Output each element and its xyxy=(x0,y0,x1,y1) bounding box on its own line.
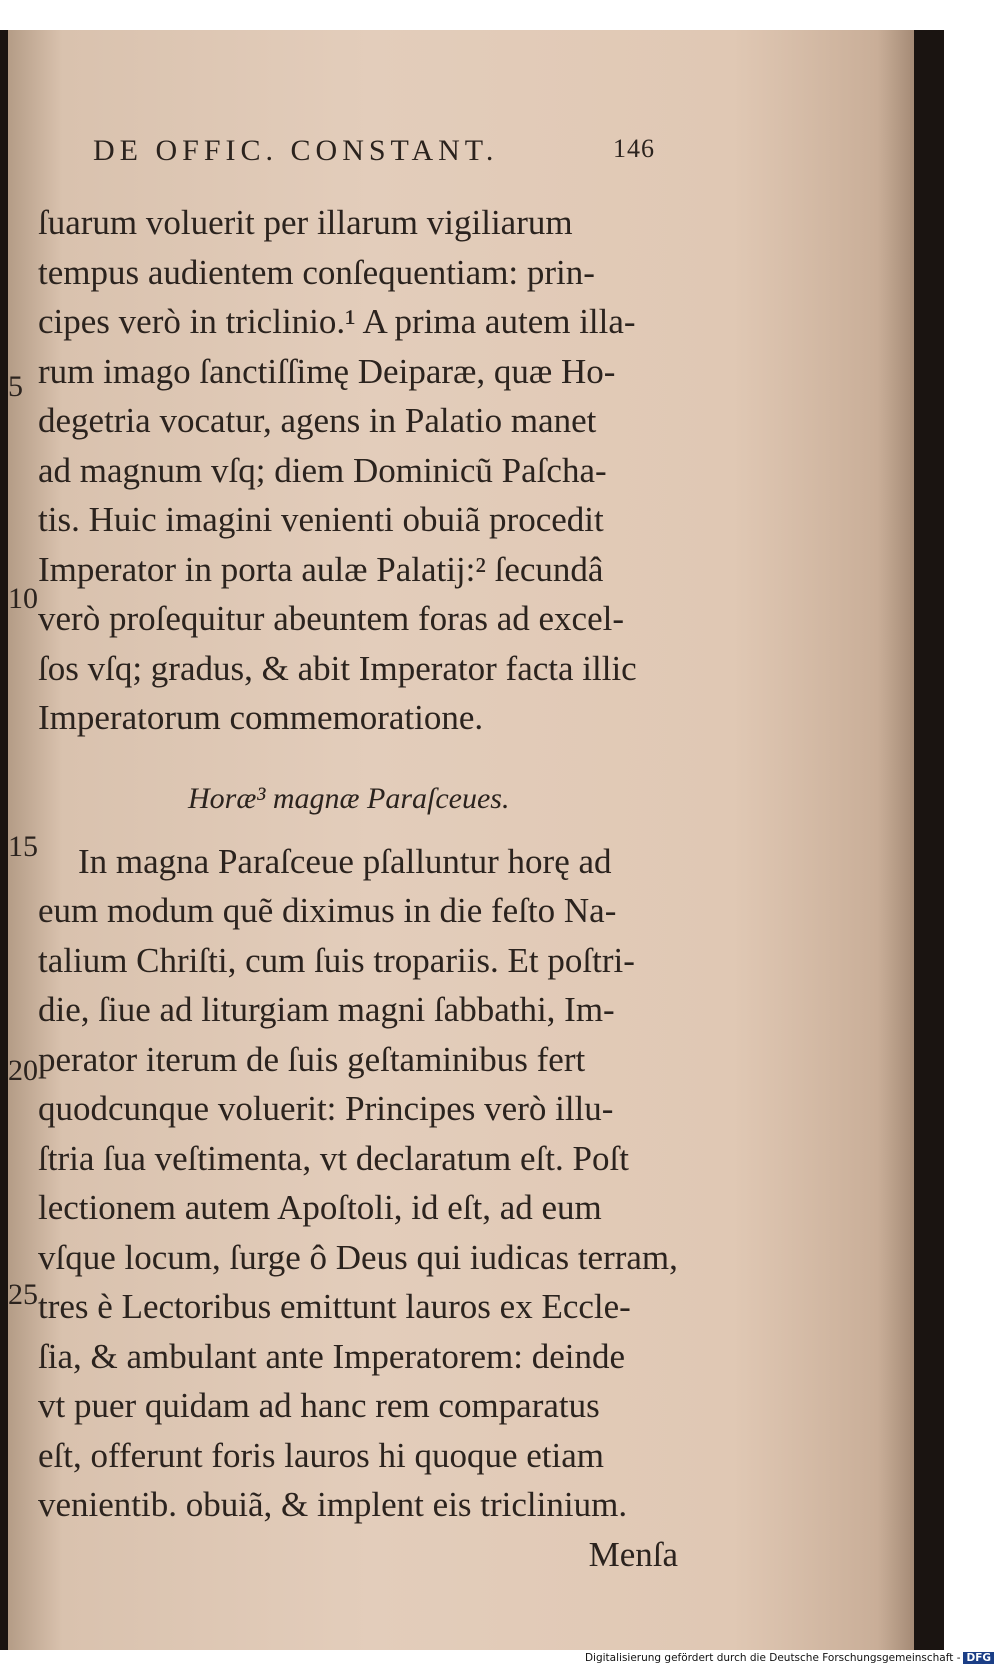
text-line: vt puer quidam ad hanc rem comparatus xyxy=(38,1386,600,1425)
margin-line-number: 5 xyxy=(8,370,23,403)
text-line: ſia, & ambulant ante Imperatorem: deinde xyxy=(38,1336,626,1376)
text-line: eum modum quẽ diximus in die feſto Na- xyxy=(38,891,617,930)
section-heading: Horæ³ magnæ Paraſceues. xyxy=(188,781,510,815)
text-line: ad magnum vſq; diem Dominicũ Paſcha- xyxy=(38,450,607,490)
book-page xyxy=(8,30,914,1650)
body-text xyxy=(38,198,708,1579)
dfg-logo: DFG xyxy=(963,1652,994,1664)
text-line: ſos vſq; gradus, & abit Imperator facta illic xyxy=(38,648,637,688)
text-line: die, ſiue ad liturgiam magni ſabbathi, Im- xyxy=(38,990,615,1029)
text-line: rum imago ſanctiſſimę Deiparæ, quæ Ho- xyxy=(38,351,616,391)
page-number: 146 xyxy=(613,134,655,163)
text-line: eſt, offerunt foris lauros hi quoque etiam xyxy=(38,1435,605,1475)
footer-credit xyxy=(0,1652,1000,1670)
text-line: perator iterum de ſuis geſtaminibus fert xyxy=(38,1039,586,1079)
text-line: lectionem autem Apoſtoli, id eſt, ad eum xyxy=(38,1188,602,1227)
text-line: quodcunque voluerit: Principes verò illu- xyxy=(38,1089,614,1128)
running-head: DE OFFIC. CONSTANT. xyxy=(93,134,499,167)
text-line: vſque locum, ſurge ô Deus qui iudicas terram, xyxy=(38,1237,678,1277)
margin-line-number: 15 xyxy=(8,830,38,863)
text-line: verò proſequitur abeuntem foras ad excel- xyxy=(38,599,624,638)
scan-background xyxy=(0,30,944,1650)
margin-line-number: 20 xyxy=(8,1054,38,1087)
catchword: Menſa xyxy=(588,1534,678,1574)
text-line: degetria vocatur, agens in Palatio manet xyxy=(38,401,597,440)
text-line: venientib. obuiã, & implent eis triclinium. xyxy=(38,1485,628,1524)
text-line: Imperator in porta aulæ Palatij:² ſecundâ xyxy=(38,549,604,589)
paragraph-2 xyxy=(38,837,708,1530)
text-line: talium Chriſti, cum ſuis tropariis. Et poſtri- xyxy=(38,940,635,980)
text-line: cipes verò in triclinio.¹ A prima autem illa- xyxy=(38,302,636,341)
text-line: tres è Lectoribus emittunt lauros ex Eccle- xyxy=(38,1287,631,1326)
text-line: ſuarum voluerit per illarum vigiliarum xyxy=(38,203,573,242)
text-line: ſtria ſua veſtimenta, vt declaratum eſt. Poſt xyxy=(38,1138,629,1178)
text-line: In magna Paraſceue pſalluntur horę ad xyxy=(78,841,612,881)
paragraph-1 xyxy=(38,198,708,743)
margin-line-number: 25 xyxy=(8,1278,38,1311)
text-line: Imperatorum commemoratione. xyxy=(38,698,484,737)
margin-line-number: 10 xyxy=(8,582,38,615)
text-line: tempus audientem conſequentiam: prin- xyxy=(38,252,595,292)
text-line: tis. Huic imagini venienti obuiã procedit xyxy=(38,500,604,539)
footer-text: Digitalisierung gefördert durch die Deutsche Forschungsgemeinschaft - xyxy=(584,1652,961,1664)
